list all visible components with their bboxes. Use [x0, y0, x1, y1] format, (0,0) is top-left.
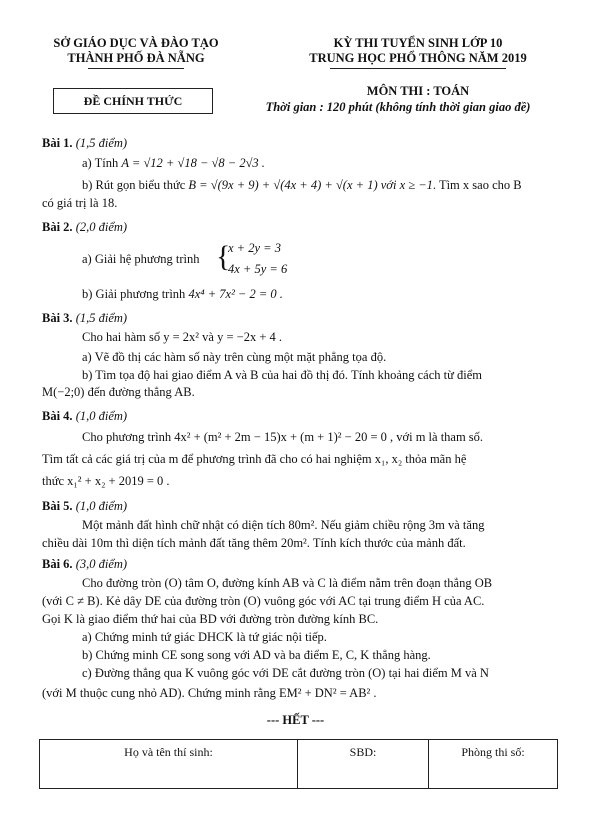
problem-1b-tail: . Tìm x sao cho B	[432, 178, 522, 192]
problem-5-title: Bài 5.	[42, 499, 73, 513]
department-underline	[88, 68, 184, 69]
problem-5-heading	[42, 499, 127, 514]
problem-4-title: Bài 4.	[42, 409, 73, 423]
problem-2a-prefix: a) Giải hệ phương trình	[82, 252, 200, 266]
problem-1b-prefix: b) Rút gọn biểu thức	[82, 178, 186, 192]
problem-6-line-2: (với C ≠ B). Kẻ dây DE của đường tròn (O) vuông góc với AC tại trung điểm H của AC.	[42, 594, 485, 608]
problem-6a: a) Chứng minh tứ giác DHCK là tứ giác nội tiếp.	[82, 630, 327, 644]
problem-4-line-3: thức x₁² + x₂ + 2019 = 0 .	[42, 474, 170, 488]
system-brace: {	[216, 240, 231, 273]
problem-4-line-1: Cho phương trình 4x² + (m² + 2m − 15)x + (m + 1)² − 20 = 0 , với m là tham số.	[82, 430, 484, 444]
problem-1a-prefix: a) Tính	[82, 156, 119, 170]
system-equation-2: 4x + 5y = 6	[228, 262, 288, 276]
problem-3b-line-1: b) Tìm tọa độ hai giao điểm A và B của hai đồ thị đó. Tính khoảng cách từ điểm	[82, 368, 482, 382]
official-label: ĐỀ CHÍNH THỨC	[83, 94, 183, 108]
exam-room-cell[interactable]	[429, 740, 558, 789]
exam-title-line-1: KỲ THI TUYỂN SINH LỚP 10	[333, 36, 503, 50]
problem-3b-line-2: M(−2;0) đến đường thẳng AB.	[42, 385, 195, 399]
candidate-info-table	[39, 739, 558, 789]
problem-1-title: Bài 1.	[42, 136, 73, 150]
official-box	[53, 88, 213, 114]
exam-duration: Thời gian : 120 phút (không tính thời gian giao đề)	[265, 100, 531, 114]
problem-1-heading	[42, 136, 127, 151]
problem-1-points: (1,5 điểm)	[75, 136, 128, 150]
problem-1a	[82, 156, 265, 171]
candidate-name-label: Họ và tên thí sinh:	[124, 745, 213, 759]
exam-title-line-2: TRUNG HỌC PHỔ THÔNG NĂM 2019	[309, 51, 527, 65]
problem-6b: b) Chứng minh CE song song với AD và ba điểm E, C, K thẳng hàng.	[82, 648, 431, 662]
problem-1b	[82, 178, 522, 193]
problem-5-points: (1,0 điểm)	[75, 499, 128, 513]
problem-1b-line-2: có giá trị là 18.	[42, 196, 118, 210]
subject-title: MÔN THI : TOÁN	[366, 84, 470, 98]
problem-2-heading	[42, 220, 127, 235]
system-equation-1: x + 2y = 3	[228, 241, 281, 255]
problem-5-line-1: Một mảnh đất hình chữ nhật có diện tích 80m². Nếu giảm chiều rộng 3m và tăng	[82, 518, 485, 532]
problem-2-title: Bài 2.	[42, 220, 73, 234]
problem-6-line-3: Gọi K là giao điểm thứ hai của BD với đường tròn đường kính BC.	[42, 612, 379, 626]
problem-3-points: (1,5 điểm)	[75, 311, 128, 325]
department-line-2: THÀNH PHỐ ĐÀ NẴNG	[67, 51, 205, 65]
problem-6-heading	[42, 557, 127, 572]
department-line-1: SỞ GIÁO DỤC VÀ ĐÀO TẠO	[53, 36, 219, 50]
candidate-sbd-label: SBD:	[349, 745, 377, 759]
problem-6-points: (3,0 điểm)	[75, 557, 128, 571]
problem-6c-line-2: (với M thuộc cung nhỏ AD). Chứng minh rằng EM² + DN² = AB² .	[42, 686, 377, 700]
problem-2b-prefix: b) Giải phương trình	[82, 287, 186, 301]
problem-2-points: (2,0 điểm)	[75, 220, 128, 234]
problem-4-heading	[42, 409, 127, 424]
candidate-sbd-cell[interactable]	[298, 740, 429, 789]
candidate-name-cell[interactable]	[40, 740, 298, 789]
exam-room-label: Phòng thi số:	[461, 745, 525, 759]
problem-3-intro: Cho hai hàm số y = 2x² và y = −2x + 4 .	[82, 330, 282, 344]
problem-5-line-2: chiều dài 10m thì diện tích mảnh đất tăng thêm 20m². Tính kích thước của mảnh đất.	[42, 536, 466, 550]
problem-6c-line-1: c) Đường thẳng qua K vuông góc với DE cắt đường tròn (O) tại hai điểm M và N	[82, 666, 489, 680]
problem-1b-expression: B = √(9x + 9) + √(4x + 4) + √(x + 1)	[188, 178, 378, 192]
end-mark: --- HẾT ---	[266, 713, 325, 727]
problem-6-line-1: Cho đường tròn (O) tâm O, đường kính AB và C là điểm nằm trên đoạn thẳng OB	[82, 576, 493, 590]
problem-3a: a) Vẽ đồ thị các hàm số này trên cùng một mặt phẳng tọa độ.	[82, 350, 387, 364]
problem-1b-condition: với x ≥ −1	[380, 178, 433, 192]
problem-2b	[82, 287, 283, 302]
problem-3-title: Bài 3.	[42, 311, 73, 325]
problem-6-title: Bài 6.	[42, 557, 73, 571]
problem-4-line-2: Tìm tất cả các giá trị của m để phương trình đã cho có hai nghiệm x₁, x₂ thỏa mãn hệ	[42, 452, 467, 466]
problem-1a-expression: A = √12 + √18 − √8 − 2√3 .	[121, 156, 265, 170]
exam-title-underline	[330, 68, 506, 69]
problem-4-points: (1,0 điểm)	[75, 409, 128, 423]
problem-2b-expression: 4x⁴ + 7x² − 2 = 0 .	[188, 287, 283, 301]
problem-3-heading	[42, 311, 127, 326]
